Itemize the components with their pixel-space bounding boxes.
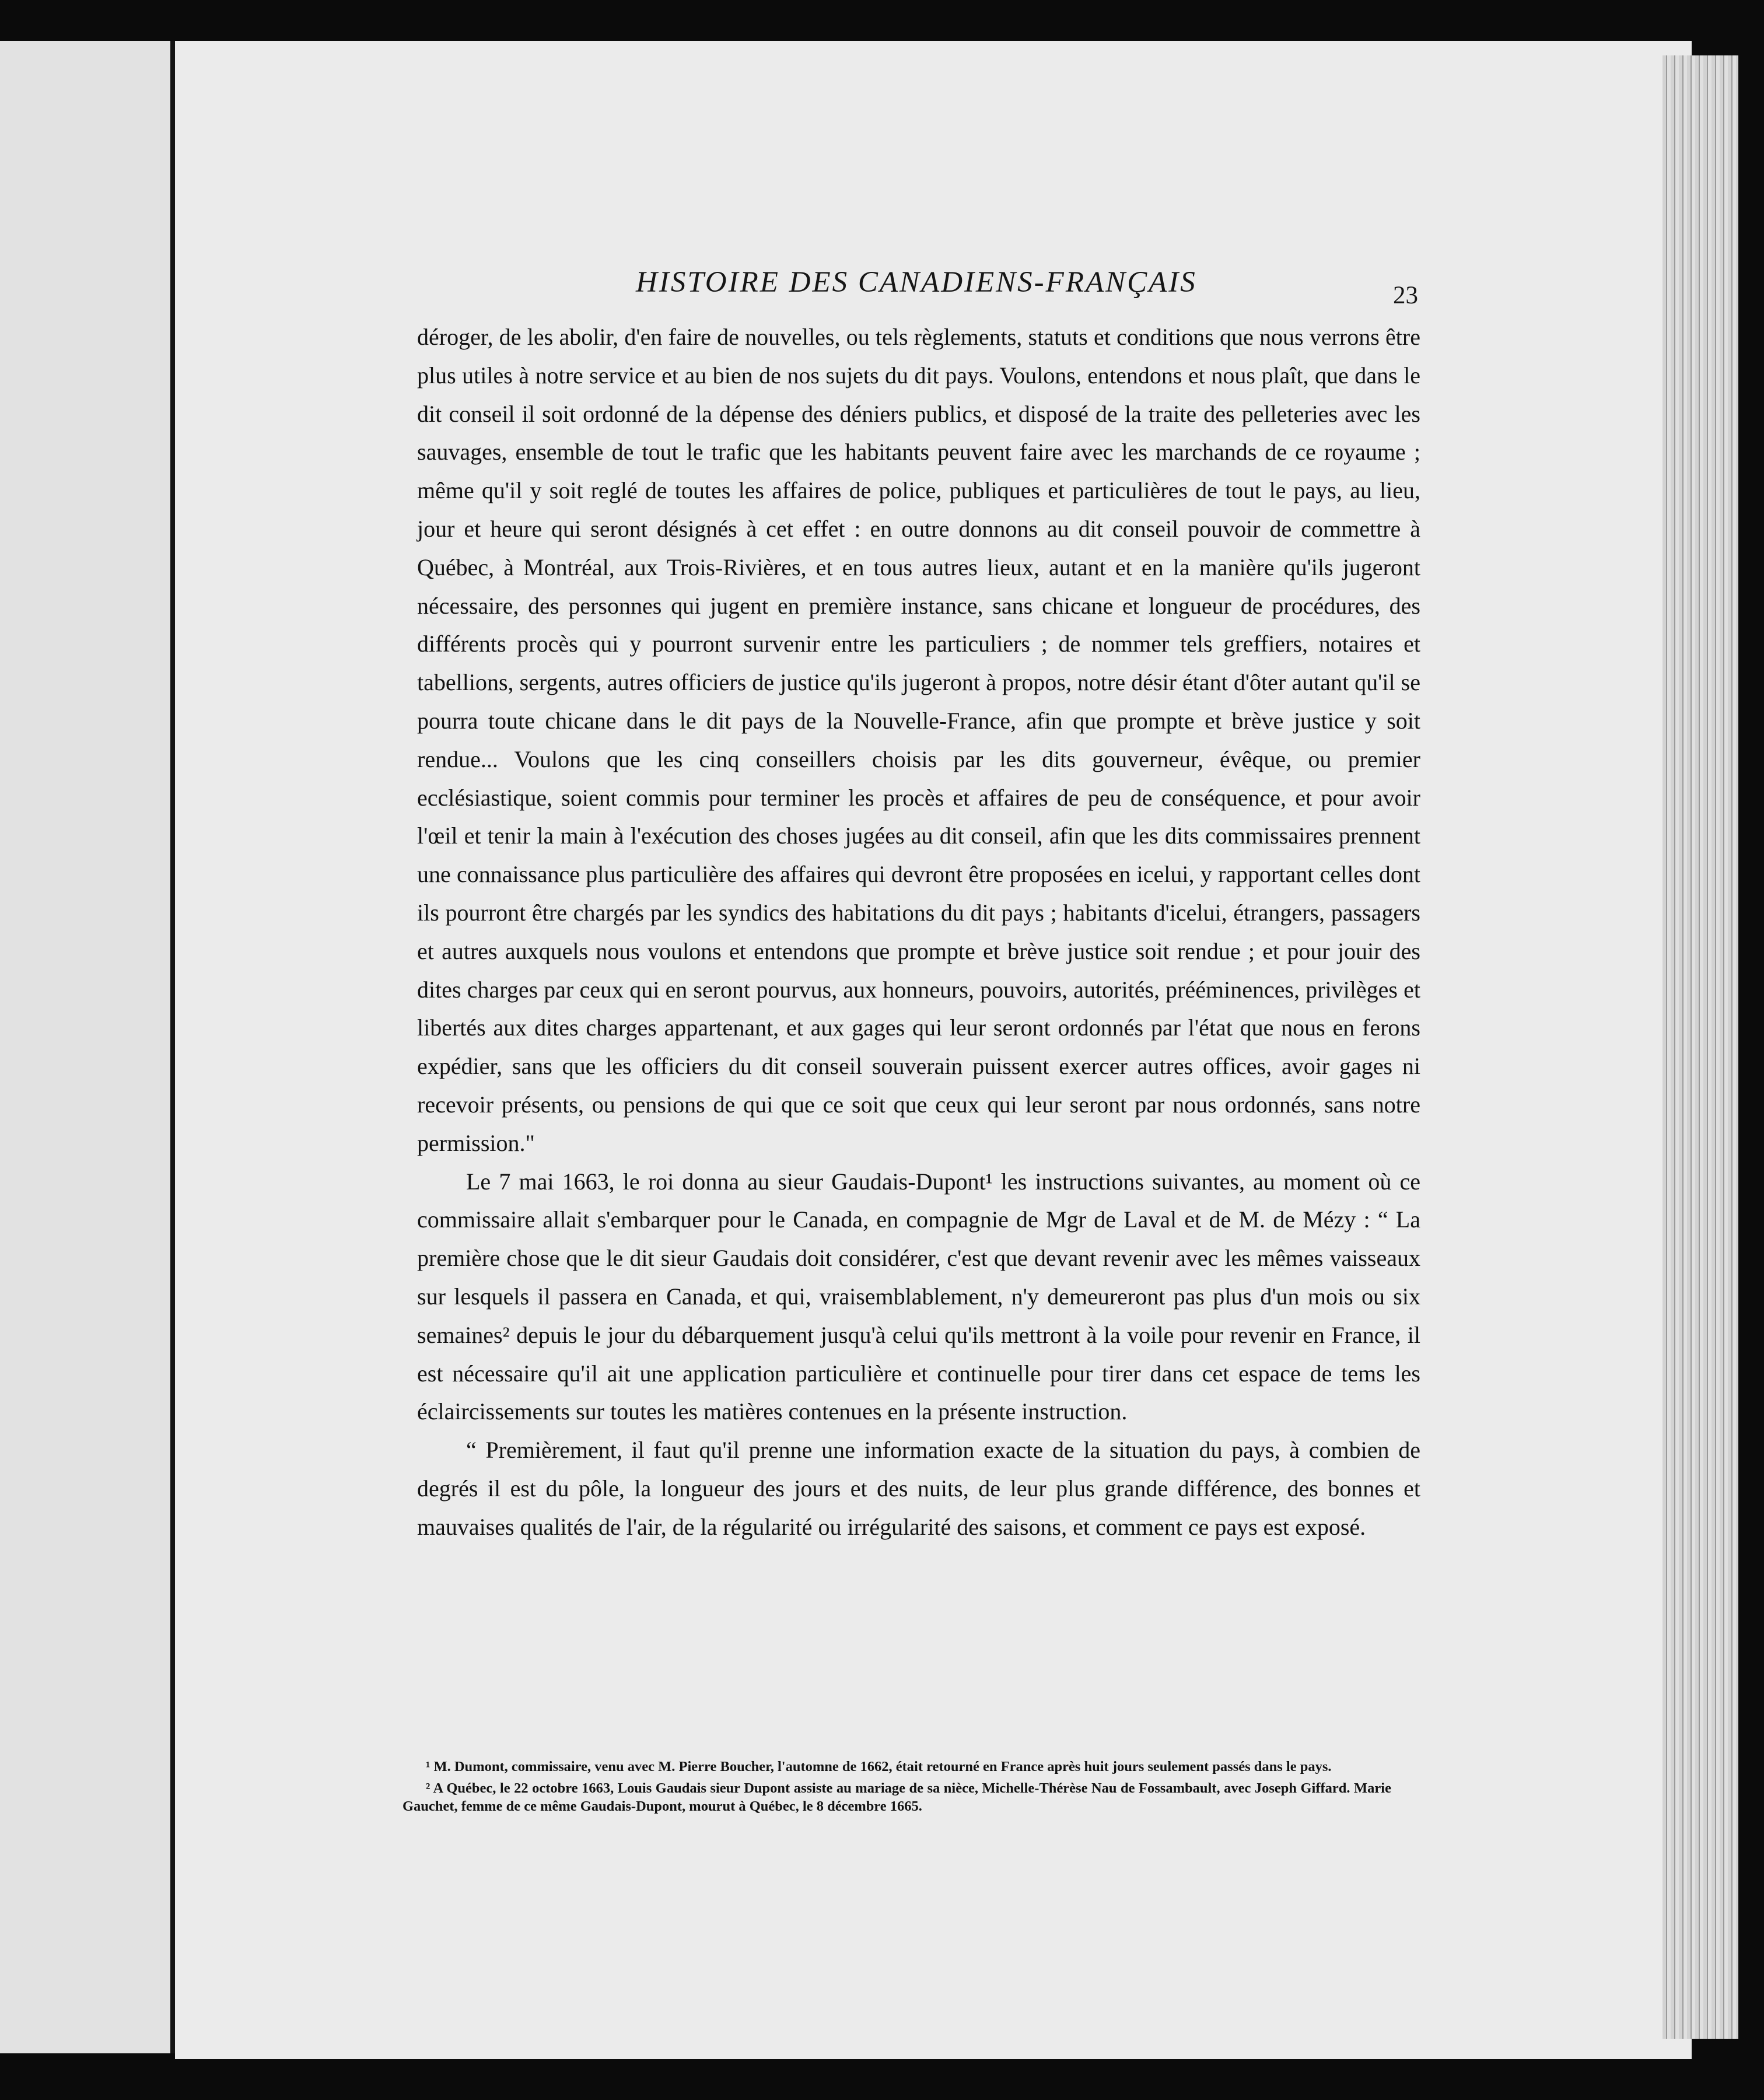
footnote-2: ² A Québec, le 22 octobre 1663, Louis Gaudais sieur Dupont assiste au mariage de sa nièce, Michelle-Thérèse Nau de Fossambault, avec Joseph Giffard. Marie Gauchet, femme de ce même Gaudais-Dupont, mourut à Québec, le 8 décembre 1665. [402,1780,1391,1814]
footnote-1: ¹ M. Dumont, commissaire, venu avec M. Pierre Boucher, l'automne de 1662, était retourné en France après huit jours seulement passés dans le pays. [426,1759,1332,1774]
paragraph-premierement: “ Premièrement, il faut qu'il prenne une information exacte de la situation du pays, à combien de degrés il est du pôle, la longueur des jours et des nuits, de leur plus grande différence, des bonnes et mauvaises qualités de l'air, de la régularité ou irrégularité des saisons, et comment ce pays est exposé. [417,1437,1420,1540]
facing-page-edge [0,41,170,2053]
paragraph-instructions: Le 7 mai 1663, le roi donna au sieur Gaudais-Dupont¹ les instructions suivantes, au moment où ce commissaire allait s'embarquer pour le Canada, en compagnie de Mgr de Laval et de M. de Mézy : “ La première chose que le dit sieur Gaudais doit considérer, c'est que devant revenir avec les mêmes vaisseaux sur lesquels il passera en Canada, et qui, vraisemblablement, n'y demeureront pas plus d'un mois ou six semaines² depuis le jour du débarquement jusqu'à celui qu'ils mettront à la voile pour revenir en France, il est nécessaire qu'il ait une application particulière et continuelle pour tirer dans cet espace de tems les éclaircissements sur toutes les matières contenues en la présente instruction. [417,1168,1420,1425]
page-number: 23 [1393,282,1418,309]
footnotes [402,1758,1391,1819]
running-head: HISTOIRE DES CANADIENS-FRANÇAIS [636,266,1197,299]
paragraph-decree: déroger, de les abolir, d'en faire de nouvelles, ou tels règlements, statuts et conditions que nous verrons être plus utiles à notre service et au bien de nos sujets du dit pays. Voulons, entendons et nous plaît, que dans le dit conseil il soit ordonné de la dépense des déniers publics, et disposé de la traite des pelleteries avec les sauvages, ensemble de tout le trafic que les habitants peuvent faire avec les marchands de ce royaume ; même qu'il y soit reglé de toutes les affaires de police, publiques et particulières de tout le pays, au lieu, jour et heure qui seront désignés à cet effet : en outre donnons au dit conseil pouvoir de commettre à Québec, à Montréal, aux Trois-Rivières, et en tous autres lieux, autant et en la manière qu'ils jugeront nécessaire, des personnes qui jugent en première instance, sans chicane et longueur de procédures, des différents procès qui y pourront survenir entre les particuliers ; de nommer tels greffiers, notaires et tabellions, sergents, autres officiers de justice qu'ils jugeront à propos, notre désir étant d'ôter autant qu'il se pourra toute chicane dans le dit pays de la Nouvelle-France, afin que prompte et brève justice y soit rendue... Voulons que les cinq conseillers choisis par les dits gouverneur, évêque, ou premier ecclésiastique, soient commis pour terminer les procès et affaires de peu de conséquence, et pour avoir l'œil et tenir la main à l'exécution des choses jugées au dit conseil, afin que les dits commissaires prennent une connaissance plus particulière des affaires qui devront être proposées en icelui, y rapportant celles dont ils pourront être chargés par les syndics des habitations du dit pays ; habitants d'icelui, étrangers, passagers et autres auxquels nous voulons et entendons que prompte et brève justice soit rendue ; et pour jouir des dites charges par ceux qui en seront pourvus, aux honneurs, pouvoirs, autorités, prééminences, privilèges et libertés aux dites charges appartenant, et aux gages qui leur seront ordonnés par l'état que nous en ferons expédier, sans que les officiers du dit conseil souverain puissent exercer autres offices, avoir gages ni recevoir présents, ou pensions de qui que ce soit que ceux qui leur seront par nous ordonnés, sans notre permission." [417,324,1420,1156]
body-text [417,318,1420,1546]
book-gutter [170,41,175,2053]
page-edges [1662,55,1738,2039]
